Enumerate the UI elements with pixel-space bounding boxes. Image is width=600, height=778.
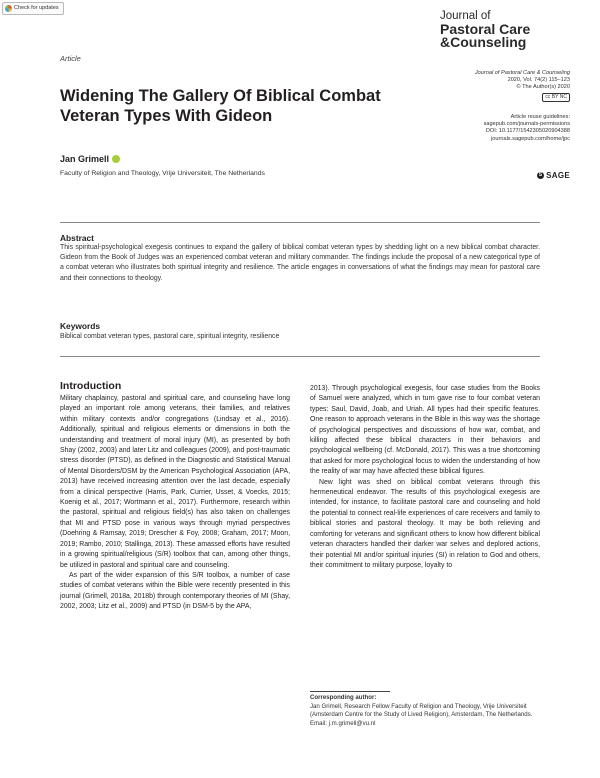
doi-link[interactable]: DOI: 10.1177/1542305020904388 <box>485 128 570 135</box>
intro-paragraph-3: 2013). Through psychological exegesis, four case studies from the Books of Samuel were analyzed, which in turn gave rise to four combat veteran types: Saul, David, Joab, and Uriah. All types had their specific features. One reason to approach veterans in the Bible in this way was the shortage of psychological perspectives and discussions of how war, combat, and killing affected these biblical characters in their behaviors and psychological wellbeing (cf. McDonald, 2017). This was a true shortcoming that asked for more psychological focus to widen the understanding of how the reality of war may have affected these biblical figures. <box>310 385 540 476</box>
intro-paragraph-2: As part of the wider expansion of this S/R toolbox, a number of case studies of combat veterans within the Bible were recently presented in this journal (Grimell, 2018a, 2018b) through contemporary theories of MI (Shay, 2002, 2003; Litz et al., 2009) and PTSD (in DSM-5 by the APA, <box>60 571 290 611</box>
crossmark-icon <box>5 5 12 12</box>
column-right <box>310 384 540 571</box>
keywords-heading: Keywords <box>60 321 101 331</box>
intro-paragraph-4: New light was shed on biblical combat veterans through this hermeneutical endeavor. The results of this psychological exegesis are intended, for instance, to facilitate pastoral care and counseling and hold the potential to connect real-life experiences of care receivers and family to biblical stories and pastoral theology. It may be both relieving and comforting for veterans and significant others to know how different biblical veteran characters handled their darker war selves and deplored actions, their potential MI and/or spiritual injuries (SI) in relation to God and others, their commitment to military purpose, loyalty to <box>310 478 540 569</box>
footnote-divider <box>310 691 390 692</box>
journal-volume: 2020, Vol. 74(2) 115–123 <box>507 77 570 84</box>
article-type-label: Article <box>60 54 81 63</box>
journal-copyright: © The Author(s) 2020 <box>516 84 570 91</box>
check-for-updates-badge[interactable] <box>2 2 64 15</box>
intro-paragraph-1: Military chaplaincy, pastoral and spiritual care, and counseling have long played an important role among veterans, their families, and relatives within military contexts and/or congregations (Lindsay et al., 2016). Additionally, spiritual and religious elements or dimensions in both the understanding and treatment of moral injury (MI), as presented by both Shay (2002, 2003) and later Litz and colleagues (2009), and post-traumatic stress disorder (PTSD), as defined in the Diagnostic and Statistical Manual of Mental Disorders/DSM by the American Psychological Association (APA, 2013) have received increasing attention over the last decade, especially from a clinical perspective (Harris, Park, Currier, Usset, & Voecks, 2015; Koenig et al., 2017; Wortmann et al., 2017). Furthermore, research within the pastoral, spiritual and religious field(s) has also taken on challenges that MI and PTSD pose in various ways through myriad perspectives (Doehring & Ramsay, 2019; Drescher & Foy, 2008; Graham, 2017; Moon, 2019; Rambo, 2010; Stallinga, 2013). These amassed efforts have resulted in a growing spiritual/religious (S/R) toolbox that can, among other things, be utilized in pastoral and spiritual care and counseling. <box>60 395 290 569</box>
journal-meta <box>475 70 570 104</box>
author-line <box>60 154 120 164</box>
journal-name-line2: Pastoral Care <box>440 21 531 37</box>
author-affiliation: Faculty of Religion and Theology, Vrije Universiteit, The Netherlands <box>60 170 265 177</box>
orcid-icon[interactable] <box>112 155 120 163</box>
reuse-permissions-link[interactable]: sagepub.com/journals-permissions <box>483 121 570 128</box>
check-for-updates-label: Check for updates <box>14 5 59 11</box>
publisher-name: SAGE <box>546 171 570 180</box>
reuse-guidelines <box>484 114 570 143</box>
author-name: Jan Grimell <box>60 154 110 164</box>
reuse-line1: Article reuse guidelines: <box>510 114 570 120</box>
introduction-heading: Introduction <box>60 380 122 392</box>
abstract-top-divider <box>60 222 540 223</box>
journal-citation: Journal of Pastoral Care & Counseling <box>474 70 570 76</box>
journal-name-line3: &Counseling <box>440 34 527 50</box>
corresponding-author-body: Jan Grimell, Research Fellow Faculty of Religion and Theology, Vrije Universiteit (Amsterdam Centre for the Study of Lived Religion), Amsterdam, The Netherlands. <box>310 702 533 719</box>
corresponding-author-email[interactable]: Email: j.m.grimell@vu.nl <box>310 719 376 727</box>
keywords-bottom-divider <box>60 356 540 357</box>
article-title: Widening The Gallery Of Biblical Combat Veteran Types With Gideon <box>60 87 381 125</box>
corresponding-author-heading: Corresponding author: <box>310 694 377 701</box>
abstract-body: This spiritual-psychological exegesis continues to expand the gallery of biblical combat veteran types by shedding light on a new biblical combat character. Gideon from the Book of Judges was an experienced combat veteran and military commander. The findings include the proposal of a new categorical type of a combat veteran who illustrates both spiritual integrity and resilience. The article engages in conversations of what the findings may mean for pastoral care and their connections to theology. <box>60 244 540 282</box>
keywords-body: Biblical combat veteran types, pastoral care, spiritual integrity, resilience <box>60 333 280 340</box>
journal-name-line1: Journal of <box>440 10 491 22</box>
cc-license-icon: cc BY NC <box>542 93 570 102</box>
journal-home-link[interactable]: journals.sagepub.com/home/jpc <box>491 135 570 142</box>
publisher-logo <box>537 171 570 180</box>
column-left <box>60 394 290 613</box>
sage-icon: S <box>538 172 543 178</box>
corresponding-author-note <box>310 694 540 728</box>
abstract-heading: Abstract <box>60 233 94 243</box>
journal-logo <box>440 10 590 49</box>
